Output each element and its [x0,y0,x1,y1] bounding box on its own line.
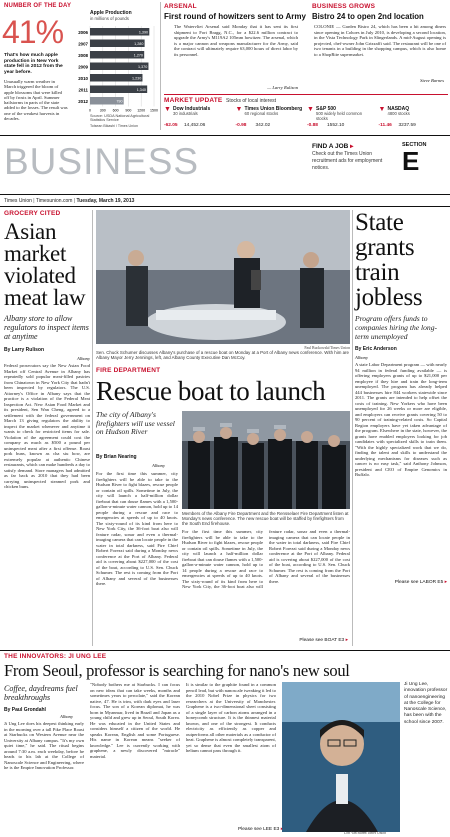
chart-x-tick: 300 [99,108,106,113]
market-value: 3237.59 [398,123,416,128]
chart-svg [72,24,158,114]
chart-credit: Tolsean Bikashi / Times Union [90,124,138,128]
fire-kicker: FIRE DEPARTMENT [96,367,161,374]
market-detail: 30 industrials [173,111,198,116]
market-detail: 60 regional stocks [244,111,279,116]
innovators-story [4,653,450,837]
arrow-down-icon: ▼ [235,106,243,113]
bistro-brief [312,0,450,92]
jobless-continues[interactable]: Please see LABOR E5 ▸ [394,580,447,586]
market-change: -62.05 [164,123,178,128]
chart-value-label: 790 [116,99,123,104]
innovators-headline: From Seoul, professor is searching for nano's new soul [4,661,350,680]
innovators-deck: Coffee, daydreams fuel breakthroughs [4,684,78,702]
apple-chart [72,10,158,128]
firefighters-scene [182,411,350,509]
fire-story [96,367,350,647]
section-letter: E [402,146,420,176]
market-name: Dow Industrials [173,106,211,112]
photo-caption-text: Sen. Chuck Schumer discusses Albany's purchase of a rescue boat on Monday at a Port of Albany news conference. With him are Albany Mayor Jerry Jennings, left, and Albany County Executive Dan McCoy. [96,350,349,361]
market-name: S&P 500 [316,106,336,112]
grocery-story [4,210,90,646]
bistro-headline: Bistro 24 to open 2nd location [312,12,424,21]
big-number: 41% [2,14,64,50]
jobless-story [355,210,447,647]
vertical-divider-2 [92,210,93,646]
market-value: 14,452.06 [184,123,206,128]
number-of-day-label: NUMBER OF THE DAY [4,3,72,9]
chart-title: Apple Production [90,10,132,16]
fire-dateline: Albany [152,463,166,468]
jobless-dateline: Albany [355,355,369,361]
innovators-dateline: Albany [60,714,74,719]
chart-x-tick: 600 [112,108,119,113]
vertical-divider-1 [160,2,161,130]
jobless-headline: State grants train jobless [355,209,423,311]
chart-x-tick: 1200 [137,108,146,113]
jobless-body: A state Labor Department program — with nearly 94 million in federal funding available — is offering employers grants of up to $21,000 per employee if they hire and train the long-term unemployed. The program has already helped 444 businesses hire 844 workers statewide since 2011. The grants are intended to help offset the costs of training. New Yorkers who have been unemployed for 26 weeks or more are eligible, and employers can receive grants covering 50 to 90 percent of training-related costs. So Capital Region employers have yet taken advantage of the program. Elsewhere in the state, however, the grants have enabled employers looking for job candidates with specialized skills to train them. "With the highly specialized work that we do, finding the talent and skills to understand the underlying mechanisms for diseases such as cancer is no easy task," said Anthony Johnson, president and CEO of Empire Genomics in Buffalo. [355,362,447,478]
number-text: That's how much apple production in New York state fell in 2012 from the year before. [4,53,63,75]
firefighters-photo [182,411,350,509]
fire-body-cont [182,529,350,635]
chart-value-label: 1,340 [136,88,146,93]
bistro-byline: Steve Barnes [420,78,444,83]
chevron-right-icon: ▸ [350,143,354,150]
arsenal-headline: First round of howitzers sent to Army [164,12,306,21]
schumer-photo [96,210,350,344]
market-name: Times Union Bloomberg [244,106,303,112]
chart-value-label: 1,230 [132,76,142,81]
arsenal-byline: — Larry Rulison [267,85,298,90]
market-value: 342.02 [255,123,271,128]
lee-photo [282,682,400,832]
fire-deck: The city of Albany's firefighters will use vessel on Hudson River [96,410,175,437]
chart-subtitle: in millions of pounds [90,16,129,21]
fire-photo-caption: Members of the Albany Fire Department and the Rensselaer Fire Department listen at Monday's news conference. The new rescue boat will be staffed by firefighters from the South End firehouse. [182,511,349,527]
lee-photo-credit: Lori Van Buren/Times Union [344,831,387,835]
bottom-rule [0,650,450,651]
market-item [307,106,375,130]
bistro-body: COLONIE — Garden Bistro 24, which has been a hit among diners since opening in Cohoes in July 2010, is developing a second location, in the Vista Technology Park in Slingerlands. A mid-August opening is projected, chef-owner John Grizzaffi said. The restaurant will be one of two tenants in a building in the shopping campus, which is also home to a ShopRite supermarket. [314,24,446,57]
number-of-day-box [0,0,160,132]
innovators-col1: Ji Ung Lee does his deepest thinking early in the morning over a tall Pike Place Roast at Starbucks on Western Avenue near the University at Albany campus. "It's my own quiet time," he said. The ritual begins around 7:30 a.m. each weekday, before he heads to his lab at the College of Nanoscale Science and Engineering, where he is the Empire Innovation Professor. [4,721,84,770]
chart-category-label: 2007 [78,41,88,47]
chart-source: Source: USDA National Agricultural Statistics Service [90,114,150,123]
innovators-byline: By Paul Grondahl [4,707,46,713]
arsenal-kicker: ARSENAL [164,3,197,10]
grocery-body: Federal prosecutors say the New Asian Food Market off Central Avenue in Albany has repeatedly sold popular meat-filled pastries from Chinatown in New York City that hadn't been inspected by regulators. The U.S. Attorney's Office in Albany says that the practice is a violation of the Federal Meat Inspection Act. New Asian Food Market and its president, Sen Wan Cheng, agreed to a settlement with the federal government on March 13 giving regulators the ability to inspect the market whenever and anytime it wants to check for restricted items for sale. Violation of the agreement could cost the company as much as $500 a pound per uninspected meat after a first offense. Roast pork buns, known as cha siu bow, are extremely popular at authentic Chinese restaurants, which can make hundreds a day to satisfy demand. Store managers had admitted as far back as 2010 that they had been carrying uninspected steamed pork and chicken buns. [4,363,90,489]
innovators-continues[interactable]: Please see LEE E3 [238,827,283,832]
website-link[interactable]: Timesunion.com [35,198,73,204]
arsenal-brief [164,0,304,92]
arsenal-body: The Watervliet Arsenal said Monday that it has sent its first shipment to Fort Bragg, N.C., for a $22.6 million contract to upgrade the Army's M119A2 105mm howitzer. The arsenal, which is a major cannon and weapons manufacturer for the Army, said the contract will ultimately require 63,000 hours of direct labor by its personnel. [174,24,298,57]
jobless-deck: Program offers funds to companies hiring the long-term unemployed [355,314,438,341]
vertical-divider-3 [352,210,353,646]
chart-value-label: 1,370 [138,65,148,70]
chart-category-label: 2009 [78,64,88,70]
photo-credit: Paul Buckowski/Times Union [304,346,350,350]
chart-value-label: 1,270 [133,53,143,58]
grocery-headline: Asian market violated meat law [4,219,86,310]
find-job-label: FIND A JOB ▸ [312,143,354,150]
fire-body: For the first time this summer, city firefighters will be able to take to the Hudson River to fight blazes, rescue people or contain oil spills. Sometime in July, the city will launch a half-million dollar fireboat that can douse flames with a 1,500-gallon-a-minute water cannon, hold up to 14 people during a rescue and race to emergencies at speeds of up to 40 knots. The sixty-round of its kind from here to New York City, the 36-foot boat also will feature radar, sonar and even a thermal-imaging camera that can locate people in the water in total darkness, said Fire Chief Robert Forezzi said during a Monday news conference at the Port of Albany. Federal aid is covering about $227,000 of the cost of the boat, according to U.S. Sen. Chuck Schumer. The rest is coming from the Port of Albany and several of the businesses there. [96,471,178,586]
paper-name: Times Union [4,198,32,204]
grocery-dateline: Albany [76,356,90,361]
market-value: 1552.10 [327,123,345,128]
chart-x-tick: 900 [125,108,132,113]
chart-category-label: 2010 [78,75,88,81]
market-item [164,106,232,130]
fire-body-cont-text: For the first time this summer, city firefighters will be able to take to the Hudson River to fight blazes, rescue people or contain oil spills. Sometime in July, the city will launch a half-million dollar fireboat that can douse flames with a 1,500-gallon-a-minute water cannon, hold up to 14 people during a rescue and race to emergencies at speeds of up to 40 knots. The sixty-round of its kind from here to New York City, the 36-foot boat also will feature radar, sonar and even a thermal-imaging camera that can locate people in the water in total darkness, said Fire Chief Robert Forezzi said during a Monday news conference at the Port of Albany. Federal aid is covering about $227,000 of the cost of the boat, according to U.S. Sen. Chuck Schumer. The rest is coming from the Port of Albany and several of the businesses there. [182,529,350,589]
market-detail: 4800 stocks [387,111,410,116]
section-letter-box [402,142,448,188]
folio-line: Times Union | Timesunion.com | Tuesday, March 19, 2013 [4,198,135,204]
market-change: -11.46 [378,123,392,128]
photo-scene [96,210,350,344]
number-more: Unusually warm weather in March triggered the bloom of apple blossoms that were killed off by frosts in April. Summer hailstorms in parts of the state added to the losses. The result was one of the weakest harvests in decades. [4,79,68,122]
fire-headline: Rescue boat to launch [96,376,326,406]
market-label: MARKET UPDATE [164,97,223,104]
chart-x-tick: 0 [89,108,91,113]
folio-date: Tuesday, March 19, 2013 [76,198,135,204]
chart-category-label: 2006 [78,29,88,35]
arrow-down-icon: ▼ [378,106,386,113]
grocery-kicker: GROCERY CITED [4,210,61,217]
folio-rule [0,206,450,207]
fire-byline: By Brian Nearing [96,454,137,460]
innovators-col3: It is similar to the graphite found in a common pencil lead, but with nanoscale tweaking it led to the 2010 Nobel Prize in physics for two researchers at the University of Manchester. Graphene is a two-dimensional sheet consisting of a single layer of carbon atoms arranged in a honeycomb structure. It is the thinnest material known, and one of the strongest. It conducts electricity as efficiently as copper and outperforms all other materials as a conductor of heat. Graphene is almost completely transparent, yet so dense that even the smallest atom of helium cannot pass through it. [186,682,276,753]
market-name: NASDAQ [387,106,410,112]
fire-continues[interactable]: Please see BOAT E3 ▸ [299,638,348,643]
arrow-down-icon: ▼ [307,106,314,113]
chart-category-label: 2008 [78,52,88,58]
masthead-rule-top [0,135,450,136]
chart-category-label: 2011 [78,87,88,93]
innovators-kicker: THE INNOVATORS: JI UNG LEE [4,653,107,660]
arrow-down-icon: ▼ [164,106,171,113]
arrow-right-icon: ▸ [345,638,348,643]
find-job-box[interactable] [312,142,394,192]
market-change: -0.98 [235,123,247,128]
chart-value-label: 1,280 [134,42,144,47]
masthead-rule [0,194,450,195]
find-job-text: Check out the Times Union recruitment ads for employment notices. [312,151,383,171]
lee-portrait [282,682,400,832]
grocery-deck: Albany store to allow regulators to inspect items at anytime [4,314,89,341]
market-item [236,106,304,130]
chart-category-label: 2012 [78,98,88,104]
market-change: -0.88 [307,123,318,128]
innovators-col2: "Nobody bothers me at Starbucks. I can focus on new ideas that can take weeks, months and sometimes years to percolate," said the Korean native, 47. He is trim, with dark eyes and laser focus. The son of a Korean diplomat, he was born in Myanmar, lived in Brazil and Japan as a young child and grew up in Seoul, South Korea. He was educated in the United States and considers himself a citizen of the world. He speaks Korean, English and some Portuguese. His name in Korean means "seeker of knowledge." Lee is currently working with graphene, a newly discovered "miracle" material. [90,682,180,759]
section-label: SECTION [402,142,427,148]
market-detail: 500 widely held common stocks [316,111,363,121]
bistro-kicker: BUSINESS GROWS [312,3,376,10]
section-title: BUSINESS [4,141,200,182]
market-update [164,94,450,132]
chart-x-tick: 1500 [150,108,158,113]
jobless-byline: By Eric Anderson [355,346,397,353]
market-sublabel: Stocks of local interest [226,97,277,104]
lee-sidebar: Ji Ung Lee, innovation professor of nanoengineering at the College for Nanoscale Science, has been with the school since 2007. [404,682,448,725]
market-item [379,106,447,130]
arrow-right-icon: ▸ [444,580,447,586]
photo-caption [96,346,350,362]
grocery-byline: By Larry Rulison [4,347,45,353]
chart-value-label: 1,390 [138,30,149,35]
